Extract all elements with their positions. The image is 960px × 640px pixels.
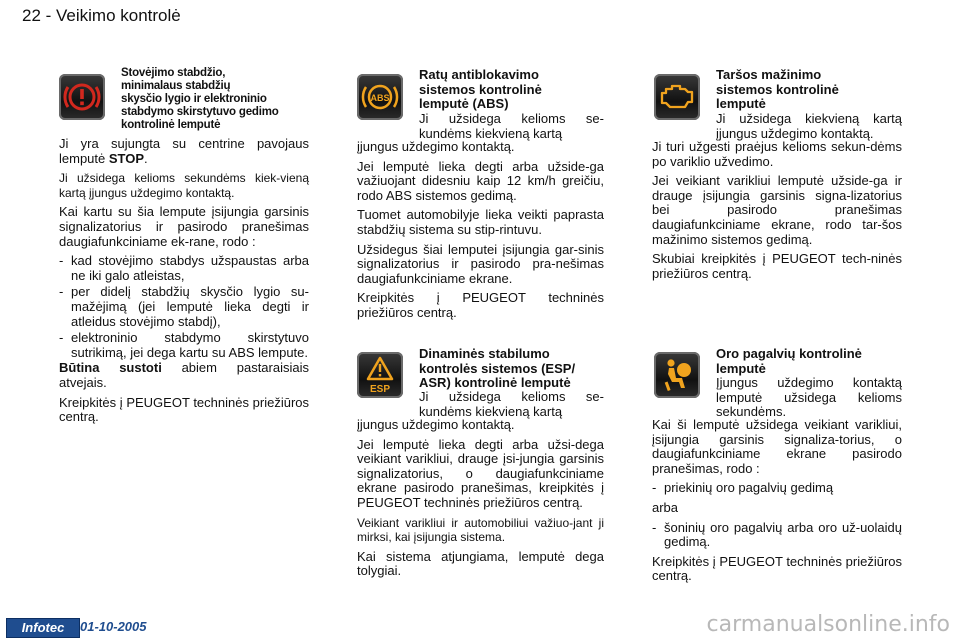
- page-title: 22 - Veikimo kontrolė: [22, 6, 181, 25]
- paragraph: Kreipkitės į PEUGEOT techninės priežiūros centrą.: [357, 290, 604, 320]
- airbag-section: [652, 418, 902, 589]
- abs-warning-icon: [357, 74, 403, 120]
- infotec-logo: Infotec: [6, 618, 80, 638]
- paragraph: Veikiant varikliui ir automobiliui važiuo-jant ji mirksi, kai įsijungia sistema.: [357, 515, 604, 545]
- list-item: - priekinių oro pagalvių gedimą: [652, 481, 902, 496]
- paragraph: arba: [652, 499, 679, 515]
- esp-title: Dinaminės stabilumo kontrolės sistemos (ESP/ ASR) kontrolinė lemputė: [419, 346, 576, 391]
- parking-brake-section: [59, 137, 309, 430]
- emission-intro: Ji užsidega kiekvieną kartą įjungus uždegimo kontaktą.: [716, 111, 902, 141]
- paragraph: įjungus uždegimo kontaktą.: [357, 417, 515, 432]
- edition-date: 01-10-2005: [80, 619, 147, 634]
- paragraph: Ji turi užgesti praėjus kelioms sekun-dėms po variklio užvedimo.: [652, 139, 902, 169]
- emission-section: [652, 140, 902, 286]
- esp-section: [357, 418, 604, 584]
- airbag-warning-icon: [654, 352, 700, 398]
- paragraph: Jei lemputė lieka degti arba užsi-dega veikiant varikliui, drauge įsi-jungia garsinis signalizatorius, o daugiafunkciniame ekrane pasirodo pranešimas, kreipkitės į PEUGEOT techninės priežiūros centrą.: [357, 436, 604, 510]
- condition-list: [652, 481, 902, 496]
- svg-text:ABS: ABS: [370, 93, 390, 103]
- airbag-intro: Įjungus uždegimo kontaktą lemputė užsidega kelioms sekundėms.: [716, 375, 902, 420]
- condition-list: [59, 254, 309, 360]
- engine-check-icon: [654, 74, 700, 120]
- parking-brake-warning-icon: [59, 74, 105, 120]
- paragraph: Užsidegus šiai lemputei įsijungia gar-sinis signalizatorius ir pasirodo pra-nešimas daugiafunkciniame ekrane.: [357, 241, 604, 286]
- esp-intro: Ji užsidega kelioms se-kundėms kiekvieną kartą: [419, 389, 604, 419]
- list-item: - per didelį stabdžių skysčio lygio su-mažėjimą (jei lemputė lieka degti ir atleidus stovėjimo stabdį),: [59, 285, 309, 329]
- list-item: - kad stovėjimo stabdys užspaustas arba ne iki galo atleistas,: [59, 254, 309, 283]
- condition-list: [652, 521, 902, 550]
- emission-title: Taršos mažinimo sistemos kontrolinė lemputė: [716, 67, 839, 112]
- paragraph: Kai ši lemputė užsidega veikiant varikliui, įsijungia garsinis signaliza-torius, o daugiafunkciniame ekrane pasirodo pranešimas, rodo :: [652, 417, 902, 476]
- paragraph: Būtina sustoti abiem pastaraisiais atvejais.: [59, 360, 309, 390]
- paragraph: Kai kartu su šia lempute įsijungia garsinis signalizatorius ir pasirodo pranešimas daugiafunkciniame ek-rane, rodo :: [59, 204, 309, 249]
- esp-warning-icon: [357, 352, 403, 398]
- paragraph: Kreipkitės į PEUGEOT techninės priežiūros centrą.: [652, 553, 902, 584]
- paragraph: įjungus uždegimo kontaktą.: [357, 139, 515, 154]
- parking-brake-title: Stovėjimo stabdžio, minimalaus stabdžių skysčio lygio ir elektroninio stabdymo skirstytuvo gedimo kontrolinė lemputė: [121, 67, 279, 131]
- abs-title: Ratų antiblokavimo sistemos kontrolinė lemputė (ABS): [419, 67, 542, 112]
- paragraph: Kreipkitės į PEUGEOT techninės priežiūros centrą.: [59, 394, 309, 425]
- abs-section: [357, 140, 604, 326]
- svg-text:ESP: ESP: [369, 384, 391, 395]
- watermark: carmanualsonline.info: [706, 612, 950, 637]
- abs-intro: Ji užsidega kelioms se-kundėms kiekvieną kartą: [419, 111, 604, 141]
- paragraph: Jei lemputė lieka degti arba užside-ga važiuojant didesniu kaip 12 km/h greičiu, rodo ABS sistemos gedimą.: [357, 158, 604, 203]
- airbag-title: Oro pagalvių kontrolinė lemputė: [716, 346, 862, 376]
- paragraph: Tuomet automobilyje lieka veikti paprasta stabdžių sistema su stip-rintuvu.: [357, 207, 604, 237]
- paragraph: Kai sistema atjungiama, lemputė dega tolygiai.: [357, 548, 604, 579]
- paragraph: Jei veikiant varikliui lemputė užside-ga ir drauge įsijungia garsinis signa-lizatorius bei pasirodo pranešimas daugiafunkciniame ekrane, rodo tar-šos mažinimo sistemos gedimą.: [652, 173, 902, 247]
- list-item: - šoninių oro pagalvių arba oro už-uolaidų gedimą.: [652, 521, 902, 550]
- paragraph: Ji užsidega kelioms sekundėms kiek-vieną kartą įjungus uždegimo kontaktą.: [59, 171, 309, 200]
- paragraph: Ji yra sujungta su centrine pavojaus lemputė STOP.: [59, 136, 309, 166]
- list-item: - elektroninio stabdymo skirstytuvo sutrikimą, jei dega kartu su ABS lempute.: [59, 331, 309, 360]
- paragraph: Skubiai kreipkitės į PEUGEOT tech-ninės priežiūros centrą.: [652, 251, 902, 281]
